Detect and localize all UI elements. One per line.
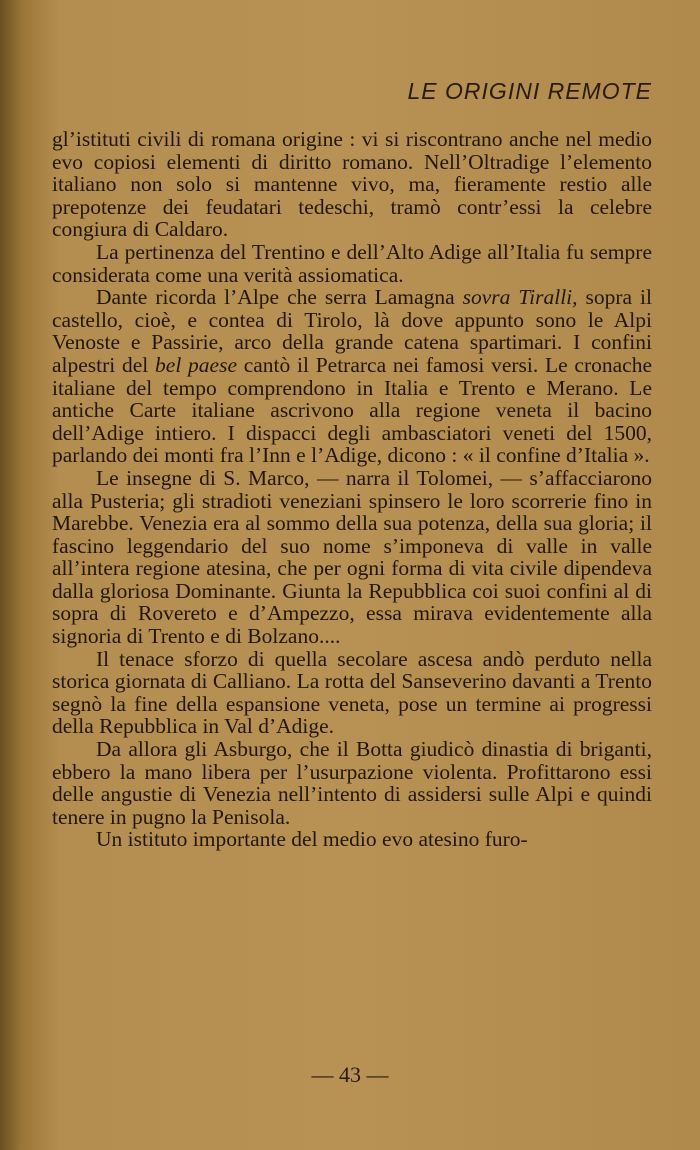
page-number: — 43 — [311,1062,389,1087]
paragraph [52,286,652,467]
italic-text: sovra Tiralli, [462,285,578,310]
paragraph [52,738,652,828]
paragraph [52,828,652,851]
text-run: cantò il Petrarca nei famosi versi. Le cronache italiane del tempo comprendono in Italia e Trento e Merano. Le antiche Carte italiane ascrivono alla regione veneta il bacino dell’Adige intiero. I dispacci degli ambasciatori veneti del 1500, parlando dei monti fra l’Inn e l’Adige, dicono : « il confine d’Italia ». [52,352,652,468]
text-run: Un istituto importante del medio evo atesino furo- [96,827,528,852]
text-run: sopra il castello, cioè, e contea di Tirolo, là dove appunto sono le Alpi Venoste e Passirie, arco della grande catena spartimari. I confini alpestri del [52,285,653,377]
paragraph [52,128,652,241]
paragraph [52,241,652,286]
paragraph [52,648,652,738]
text-run: Dante ricorda l’Alpe che serra Lamagna [96,285,463,310]
text-run: La pertinenza del Trentino e dell’Alto Adige all’Italia fu sempre considerata come una verità assiomatica. [52,239,652,287]
paragraph [52,467,652,648]
body-text [52,128,652,851]
text-run: Le insegne di S. Marco, — narra il Tolomei, — s’affacciarono alla Pusteria; gli stradioti veneziani spinsero le loro scorrerie fino in Marebbe. Venezia era al sommo della sua potenza, della sua gloria; il fascino leggendario del suo nome s’imponeva di valle in valle all’intera regione atesina, che per ogni forma di vita civile dipendeva dalla gloriosa Dominante. Giunta la Repubblica coi suoi confini al di sopra di Rovereto e d’Ampezzo, essa mirava evidentemente alla signoria di Trento e di Bolzano.... [52,465,652,649]
text-run: Da allora gli Asburgo, che il Botta giudicò dinastia di briganti, ebbero la mano libera per l’usurpazione violenta. Profittarono essi delle angustie di Venezia nell’intento di assidersi sulle Alpi e quindi tenere in pugno la Penisola. [52,737,652,829]
running-title: LE ORIGINI REMOTE [407,78,652,104]
text-run: Il tenace sforzo di quella secolare ascesa andò perduto nella storica giornata di Calliano. La rotta del Sanseverino davanti a Trento segnò la fine della espansione veneta, pose un termine ai progressi della Repubblica in Val d’Adige. [52,646,652,739]
text-run: gl’istituti civili di romana origine : vi si riscontrano anche nel medio evo copiosi elementi di diritto romano. Nell’Oltradige l’elemento italiano non solo si mantenne vivo, ma, fieramente restio alle prepotenze dei feudatari tedeschi, tramò contr’essi la celebre congiura di Caldaro. [52,127,652,242]
italic-text: bel paese [155,352,237,377]
